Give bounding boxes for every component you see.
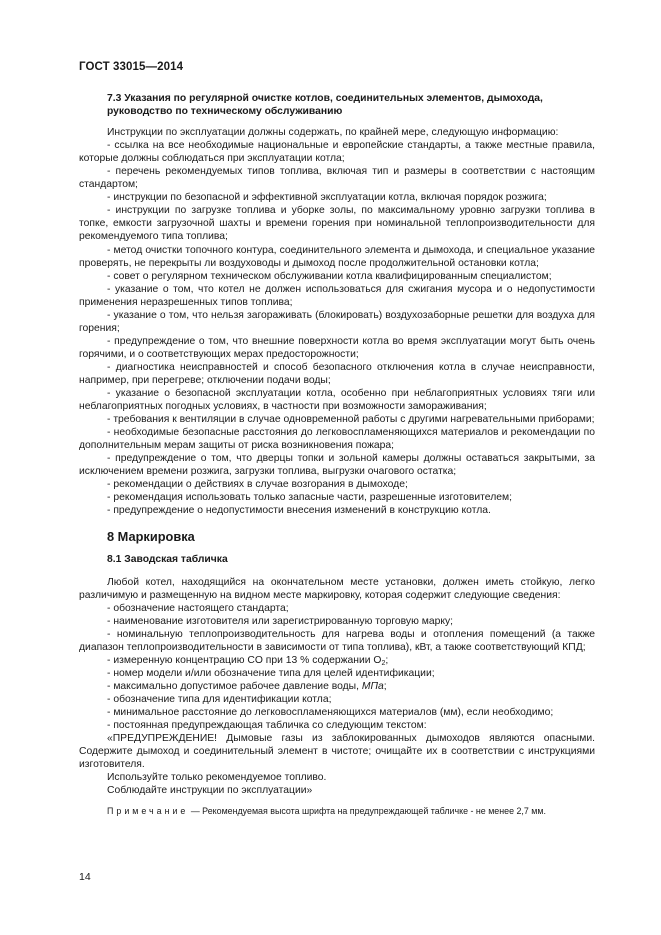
list-item: - указание о том, что нельзя загораживать (блокировать) воздухозаборные решетки для воздуха для горения; <box>79 309 595 334</box>
list-item: - указание о безопасной эксплуатации котла, особенно при неблагоприятных условиях тяги или неблагоприятных погодных условиях, в частности при возможности замораживания; <box>79 388 595 413</box>
list-item: - рекомендации о действиях в случае возгорания в дымоходе; <box>107 479 408 491</box>
warning-text: «ПРЕДУПРЕЖДЕНИЕ! Дымовые газы из заблокированных дымоходов являются опасными. Содержите дымоход и соединительный элемент в чистоте; очищайте их в соответствии с инструкциями изготовителя. <box>79 733 595 771</box>
note-label: Примечание <box>107 806 189 817</box>
list-item: - совет о регулярном техническом обслуживании котла квалифицированным специалистом; <box>107 270 552 282</box>
page-content <box>79 92 595 818</box>
section-8-1-title: 8.1 Заводская табличка <box>107 553 228 565</box>
page-number: 14 <box>79 871 91 883</box>
list-item: - предупреждение о том, что внешние поверхности котла во время эксплуатации могут быть очень горячими, и о соответствующих мерах предосторожности; <box>79 335 595 360</box>
list-item: - диагностика неисправностей и способ безопасного отключения котла в случае неисправности, например, при перегреве; отключении подачи воды; <box>79 361 595 386</box>
section-7-3-title-line-1: 7.3 Указания по регулярной очистке котлов, соединительных элементов, дымохода, <box>107 93 543 104</box>
list-item: - ссылка на все необходимые национальные и европейские стандарты, а также местные правила, которые должны соблюдаться при эксплуатации котла; <box>79 140 595 165</box>
warning-line-2: Используйте только рекомендуемое топливо. <box>107 772 327 784</box>
list-item: - метод очистки топочного контура, соединительного элемента и дымохода, и специальное указание проверять, не перекрыты ли воздуховоды и дымоход после продолжительной остановки котла; <box>79 244 595 269</box>
list-item: - номер модели и/или обозначение типа для целей идентификации; <box>107 667 435 679</box>
mpa-unit: МПа <box>361 680 384 692</box>
note-text: — Рекомендуемая высота шрифта на предупреждающей табличке - не менее 2,7 мм. <box>188 806 546 817</box>
list-item: - обозначение настоящего стандарта; <box>107 602 289 614</box>
co-concentration-text: - измеренную концентрацию CO при 13 % содержании O <box>107 654 382 666</box>
note <box>79 805 595 818</box>
list-item: - номинальную теплопроизводительность для нагрева воды и отопления помещений (а также диапазон теплопроизводительности в зависимости от типа топлива), кВт, а также соответствующий КПД; <box>79 628 595 653</box>
list-item: - указание о том, что котел не должен использоваться для сжигания мусора и о недопустимости применения неразрешенных типов топлива; <box>79 283 595 308</box>
section-7-3-title-line-2: руководство по техническому обслуживанию <box>107 106 343 118</box>
co-concentration-end: ; <box>385 654 389 666</box>
list-item <box>79 654 595 667</box>
list-item: - предупреждение о том, что дверцы топки и зольной камеры должны оставаться закрытыми, за исключением времени розжига, загрузки топлива, выгрузки очагового остатка; <box>79 453 595 478</box>
list-item: - необходимые безопасные расстояния до легковоспламеняющихся материалов и рекомендации по дополнительным мерам защиты от риска возникновения пожара; <box>79 427 595 452</box>
o2-subscript: 2 <box>381 659 386 667</box>
pressure-end: ; <box>383 680 387 692</box>
list-item: - требования к вентиляции в случае одновременной работы с другими нагревательными приборами; <box>107 414 595 426</box>
list-item: - предупреждение о недопустимости внесения изменений в конструкцию котла. <box>107 505 491 517</box>
list-item <box>79 680 595 693</box>
section-8-1-intro: Любой котел, находящийся на окончательном месте установки, должен иметь стойкую, легко различимую и размещенную на видном месте маркировку, которая содержит следующие сведения: <box>79 576 595 601</box>
list-item: - наименование изготовителя или зарегистрированную торговую марку; <box>107 615 454 627</box>
list-item: - инструкции по безопасной и эффективной эксплуатации котла, включая порядок розжига; <box>107 192 547 204</box>
list-item: - перечень рекомендуемых типов топлива, включая тип и размеры в соответствии с настоящим стандартом; <box>79 166 595 191</box>
list-item: - рекомендация использовать только запасные части, разрешенные изготовителем; <box>107 492 512 504</box>
list-item: - инструкции по загрузке топлива и уборке золы, по максимальному уровню загрузки топлива в топке, емкости загрузочной шахты и времени горения при номинальной теплопроизводительности для рекомендуемого типа топлива; <box>79 205 595 243</box>
document-header: ГОСТ 33015—2014 <box>79 61 184 73</box>
section-8-title: 8 Маркировка <box>107 528 195 544</box>
list-item: - постоянная предупреждающая табличка со следующим текстом: <box>107 720 427 732</box>
list-item: - минимальное расстояние до легковоспламеняющихся материалов (мм), если необходимо; <box>107 707 554 719</box>
section-7-3-intro: Инструкции по эксплуатации должны содержать, по крайней мере, следующую информацию: <box>107 127 559 139</box>
warning-line-3: Соблюдайте инструкции по эксплуатации» <box>107 785 313 797</box>
pressure-text: - максимально допустимое рабочее давление воды, <box>107 680 362 692</box>
list-item: - обозначение типа для идентификации котла; <box>107 694 332 706</box>
